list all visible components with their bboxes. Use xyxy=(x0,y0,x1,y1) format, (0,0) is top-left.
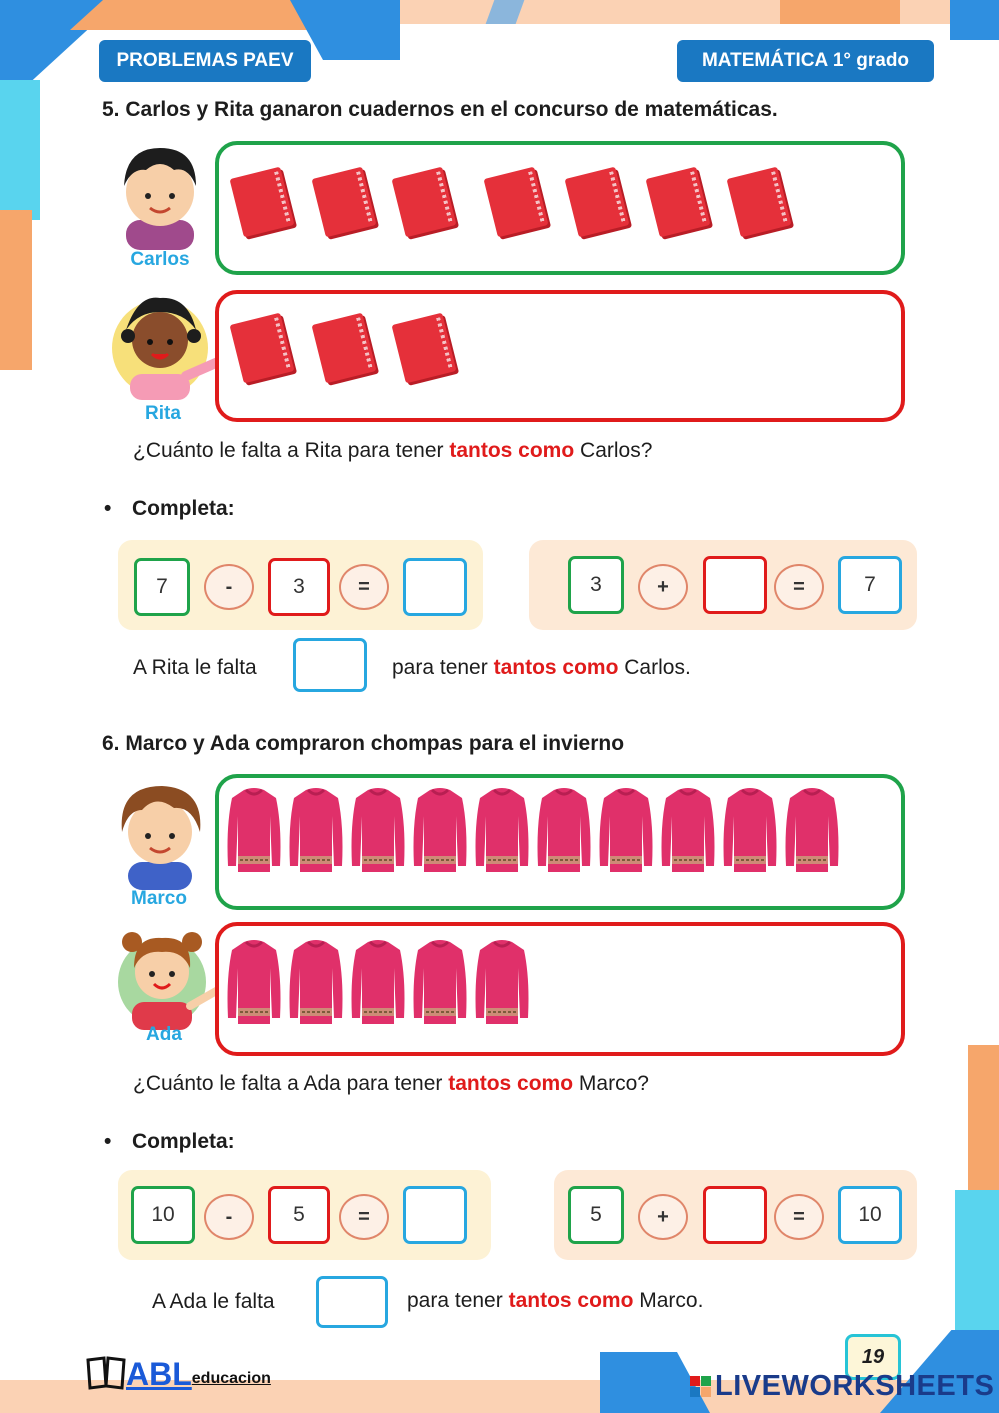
problem6-answer-input[interactable] xyxy=(316,1276,388,1328)
problem6-question-highlight: tantos como xyxy=(448,1072,574,1095)
problem5-eq2-a: 3 xyxy=(568,556,624,614)
sweater-icon xyxy=(226,938,282,1030)
problem6-sentence-highlight: tantos como xyxy=(508,1289,634,1312)
book-icon xyxy=(86,1354,126,1390)
ada-name: Ada xyxy=(146,1024,182,1045)
decor-stripe-right1 xyxy=(968,1045,999,1195)
problem5-eq1-op2: = xyxy=(339,564,389,610)
problem5-eq1-b: 3 xyxy=(268,558,330,616)
problem5-sentence-rest xyxy=(392,656,691,680)
problem6-eq1-a: 10 xyxy=(131,1186,195,1244)
decor-stripe-top5 xyxy=(780,0,900,24)
problem6-eq1-op1: - xyxy=(204,1194,254,1240)
sweater-icon xyxy=(474,786,530,878)
problem5-question-highlight: tantos como xyxy=(449,439,575,462)
marco-avatar xyxy=(112,780,208,890)
problem5-complete-label: • Completa: xyxy=(132,497,235,521)
problem5-sentence-highlight: tantos como xyxy=(493,656,619,679)
problem5-sentence-before: A Rita le falta xyxy=(133,656,257,679)
header-right-pill: MATEMÁTICA 1° grado xyxy=(677,40,934,82)
header-left-pill: PROBLEMAS PAEV xyxy=(99,40,311,82)
carlos-name: Carlos xyxy=(130,249,190,270)
problem6-sentence-rest xyxy=(407,1289,703,1313)
problem5-eq1-op1: - xyxy=(204,564,254,610)
problem5-question-after: Carlos? xyxy=(574,439,653,462)
problem5-eq2-result: 7 xyxy=(838,556,902,614)
liveworksheets-brand xyxy=(690,1370,994,1403)
problem6-eq2-b-input[interactable] xyxy=(703,1186,767,1244)
problem6-complete-label: • Completa: xyxy=(132,1130,235,1154)
decor-stripe-topright xyxy=(950,0,999,40)
problem6-eq2-op2: = xyxy=(774,1194,824,1240)
problem5-eq2-op1: + xyxy=(638,564,688,610)
problem5-question xyxy=(133,439,652,463)
problem5-eq2-op2: = xyxy=(774,564,824,610)
ada-avatar xyxy=(112,920,224,1030)
problem6-eq2-a: 5 xyxy=(568,1186,624,1244)
sweater-icon xyxy=(350,786,406,878)
carlos-avatar xyxy=(114,140,206,250)
sweater-icon xyxy=(722,786,778,878)
marco-name: Marco xyxy=(131,888,187,909)
decor-stripe-right2 xyxy=(955,1190,999,1340)
problem5-question-before: ¿Cuánto le falta a Rita para tener xyxy=(133,439,450,462)
problem6-sentence-after: Marco. xyxy=(633,1289,704,1312)
sweater-icon xyxy=(288,786,344,878)
problem5-eq2-b-input[interactable] xyxy=(703,556,767,614)
problem6-sentence-before: A Ada le falta xyxy=(152,1290,275,1313)
sweater-icon xyxy=(412,938,468,1030)
problem6-eq2-op1: + xyxy=(638,1194,688,1240)
problem6-question-before: ¿Cuánto le falta a Ada para tener xyxy=(133,1072,449,1095)
problem5-answer-input[interactable] xyxy=(293,638,367,692)
problem5-title: 5. Carlos y Rita ganaron cuadernos en el concurso de matemáticas. xyxy=(102,98,778,121)
sweater-icon xyxy=(660,786,716,878)
problem5-sentence-middle: para tener xyxy=(392,656,494,679)
problem6-sentence-middle: para tener xyxy=(407,1289,509,1312)
sweater-icon xyxy=(288,938,344,1030)
sweater-icon xyxy=(784,786,840,878)
problem6-eq1-op2: = xyxy=(339,1194,389,1240)
sweater-icon xyxy=(598,786,654,878)
abl-logo-edu: educacion xyxy=(191,1370,271,1387)
liveworksheets-text: LIVEWORKSHEETS xyxy=(715,1370,995,1402)
problem6-question xyxy=(133,1072,649,1096)
rita-name: Rita xyxy=(145,403,181,424)
problem6-title: 6. Marco y Ada compraron chompas para el invierno xyxy=(102,732,625,755)
sweater-icon xyxy=(350,938,406,1030)
sweater-icon xyxy=(474,938,530,1030)
problem5-sentence-after: Carlos. xyxy=(618,656,691,679)
problem6-eq1-b: 5 xyxy=(268,1186,330,1244)
sweater-icon xyxy=(536,786,592,878)
page-number: 19 xyxy=(845,1334,901,1380)
problem6-eq2-result: 10 xyxy=(838,1186,902,1244)
rita-avatar xyxy=(108,290,226,400)
decor-stripe-left2 xyxy=(0,210,32,370)
sweater-icon xyxy=(412,786,468,878)
problem6-question-after: Marco? xyxy=(573,1072,649,1095)
decor-stripe-left1 xyxy=(0,80,40,220)
problem5-eq1-a: 7 xyxy=(134,558,190,616)
abl-logo xyxy=(86,1350,271,1390)
problem6-eq1-result-input[interactable] xyxy=(403,1186,467,1244)
abl-logo-text: ABL xyxy=(126,1356,192,1392)
liveworksheets-icon xyxy=(690,1376,711,1397)
sweater-icon xyxy=(226,786,282,878)
problem5-eq1-result-input[interactable] xyxy=(403,558,467,616)
